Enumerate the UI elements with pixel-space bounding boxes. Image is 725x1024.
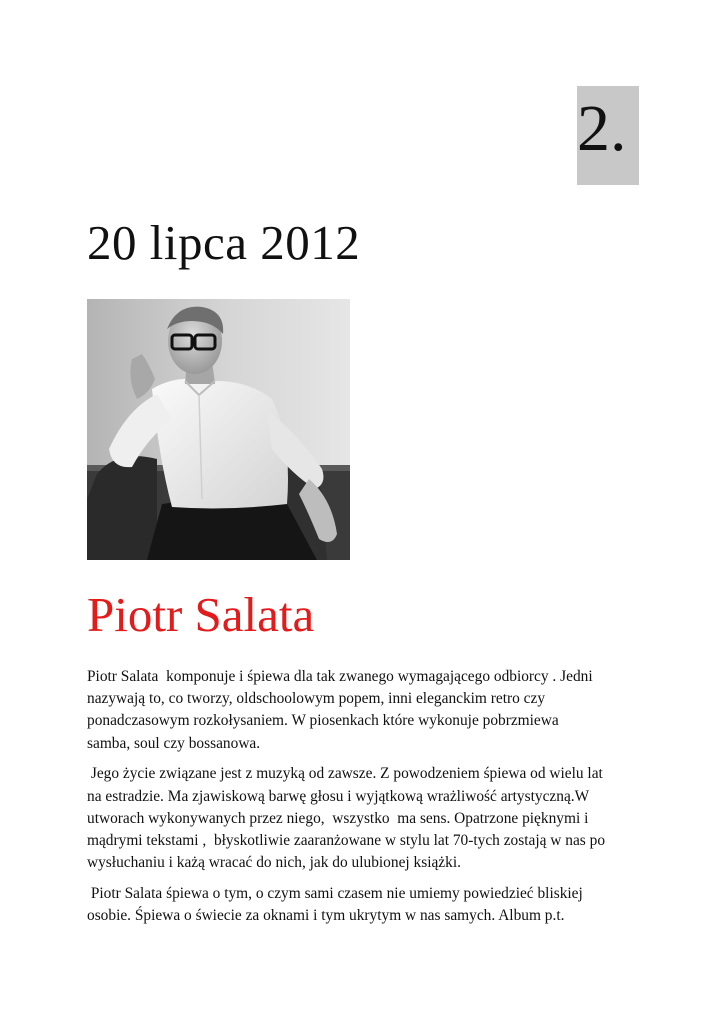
page-number: 2. [577, 92, 627, 165]
artist-bio [87, 666, 647, 936]
artist-name: Piotr Salata [87, 587, 315, 642]
bio-line: Piotr Salata śpiewa o tym, o czym sami czasem nie umiemy powiedzieć bliskiej [87, 884, 583, 902]
bio-line: nazywają to, co tworzy, oldschoolowym popem, inni eleganckim retro czy [87, 690, 546, 708]
artist-photo [87, 299, 350, 560]
bio-line: Piotr Salata komponuje i śpiewa dla tak zwanego wymagającego odbiorcy . Jedni [87, 668, 593, 685]
bio-line: wysłuchaniu i każą wracać do nich, jak do ulubionej książki. [87, 854, 461, 872]
bio-line: mądrymi tekstami , błyskotliwie zaaranżowane w stylu lat 70-tych zostają w nas po [87, 831, 606, 849]
bio-line: osobie. Śpiewa o świecie za oknami i tym ukrytym w nas samych. Album p.t. [87, 907, 565, 925]
bio-line: utworach wykonywanych przez niego, wszystko ma sens. Opatrzone pięknymi i [87, 809, 589, 827]
bio-paragraph [87, 666, 647, 755]
bio-line: Jego życie związane jest z muzyką od zawsze. Z powodzeniem śpiewa od wielu lat [87, 765, 603, 783]
date-heading: 20 lipca 2012 [87, 215, 361, 270]
bio-line: samba, soul czy bossanowa. [87, 734, 261, 752]
bio-paragraph [87, 763, 647, 874]
bio-line: ponadczasowym rozkołysaniem. W piosenkach które wykonuje pobrzmiewa [87, 712, 559, 730]
artist-photo-illustration [87, 299, 350, 560]
bio-line: na estradzie. Ma zjawiskową barwę głosu i wyjątkową wrażliwość artystyczną.W [87, 787, 590, 805]
bio-paragraph [87, 883, 647, 927]
